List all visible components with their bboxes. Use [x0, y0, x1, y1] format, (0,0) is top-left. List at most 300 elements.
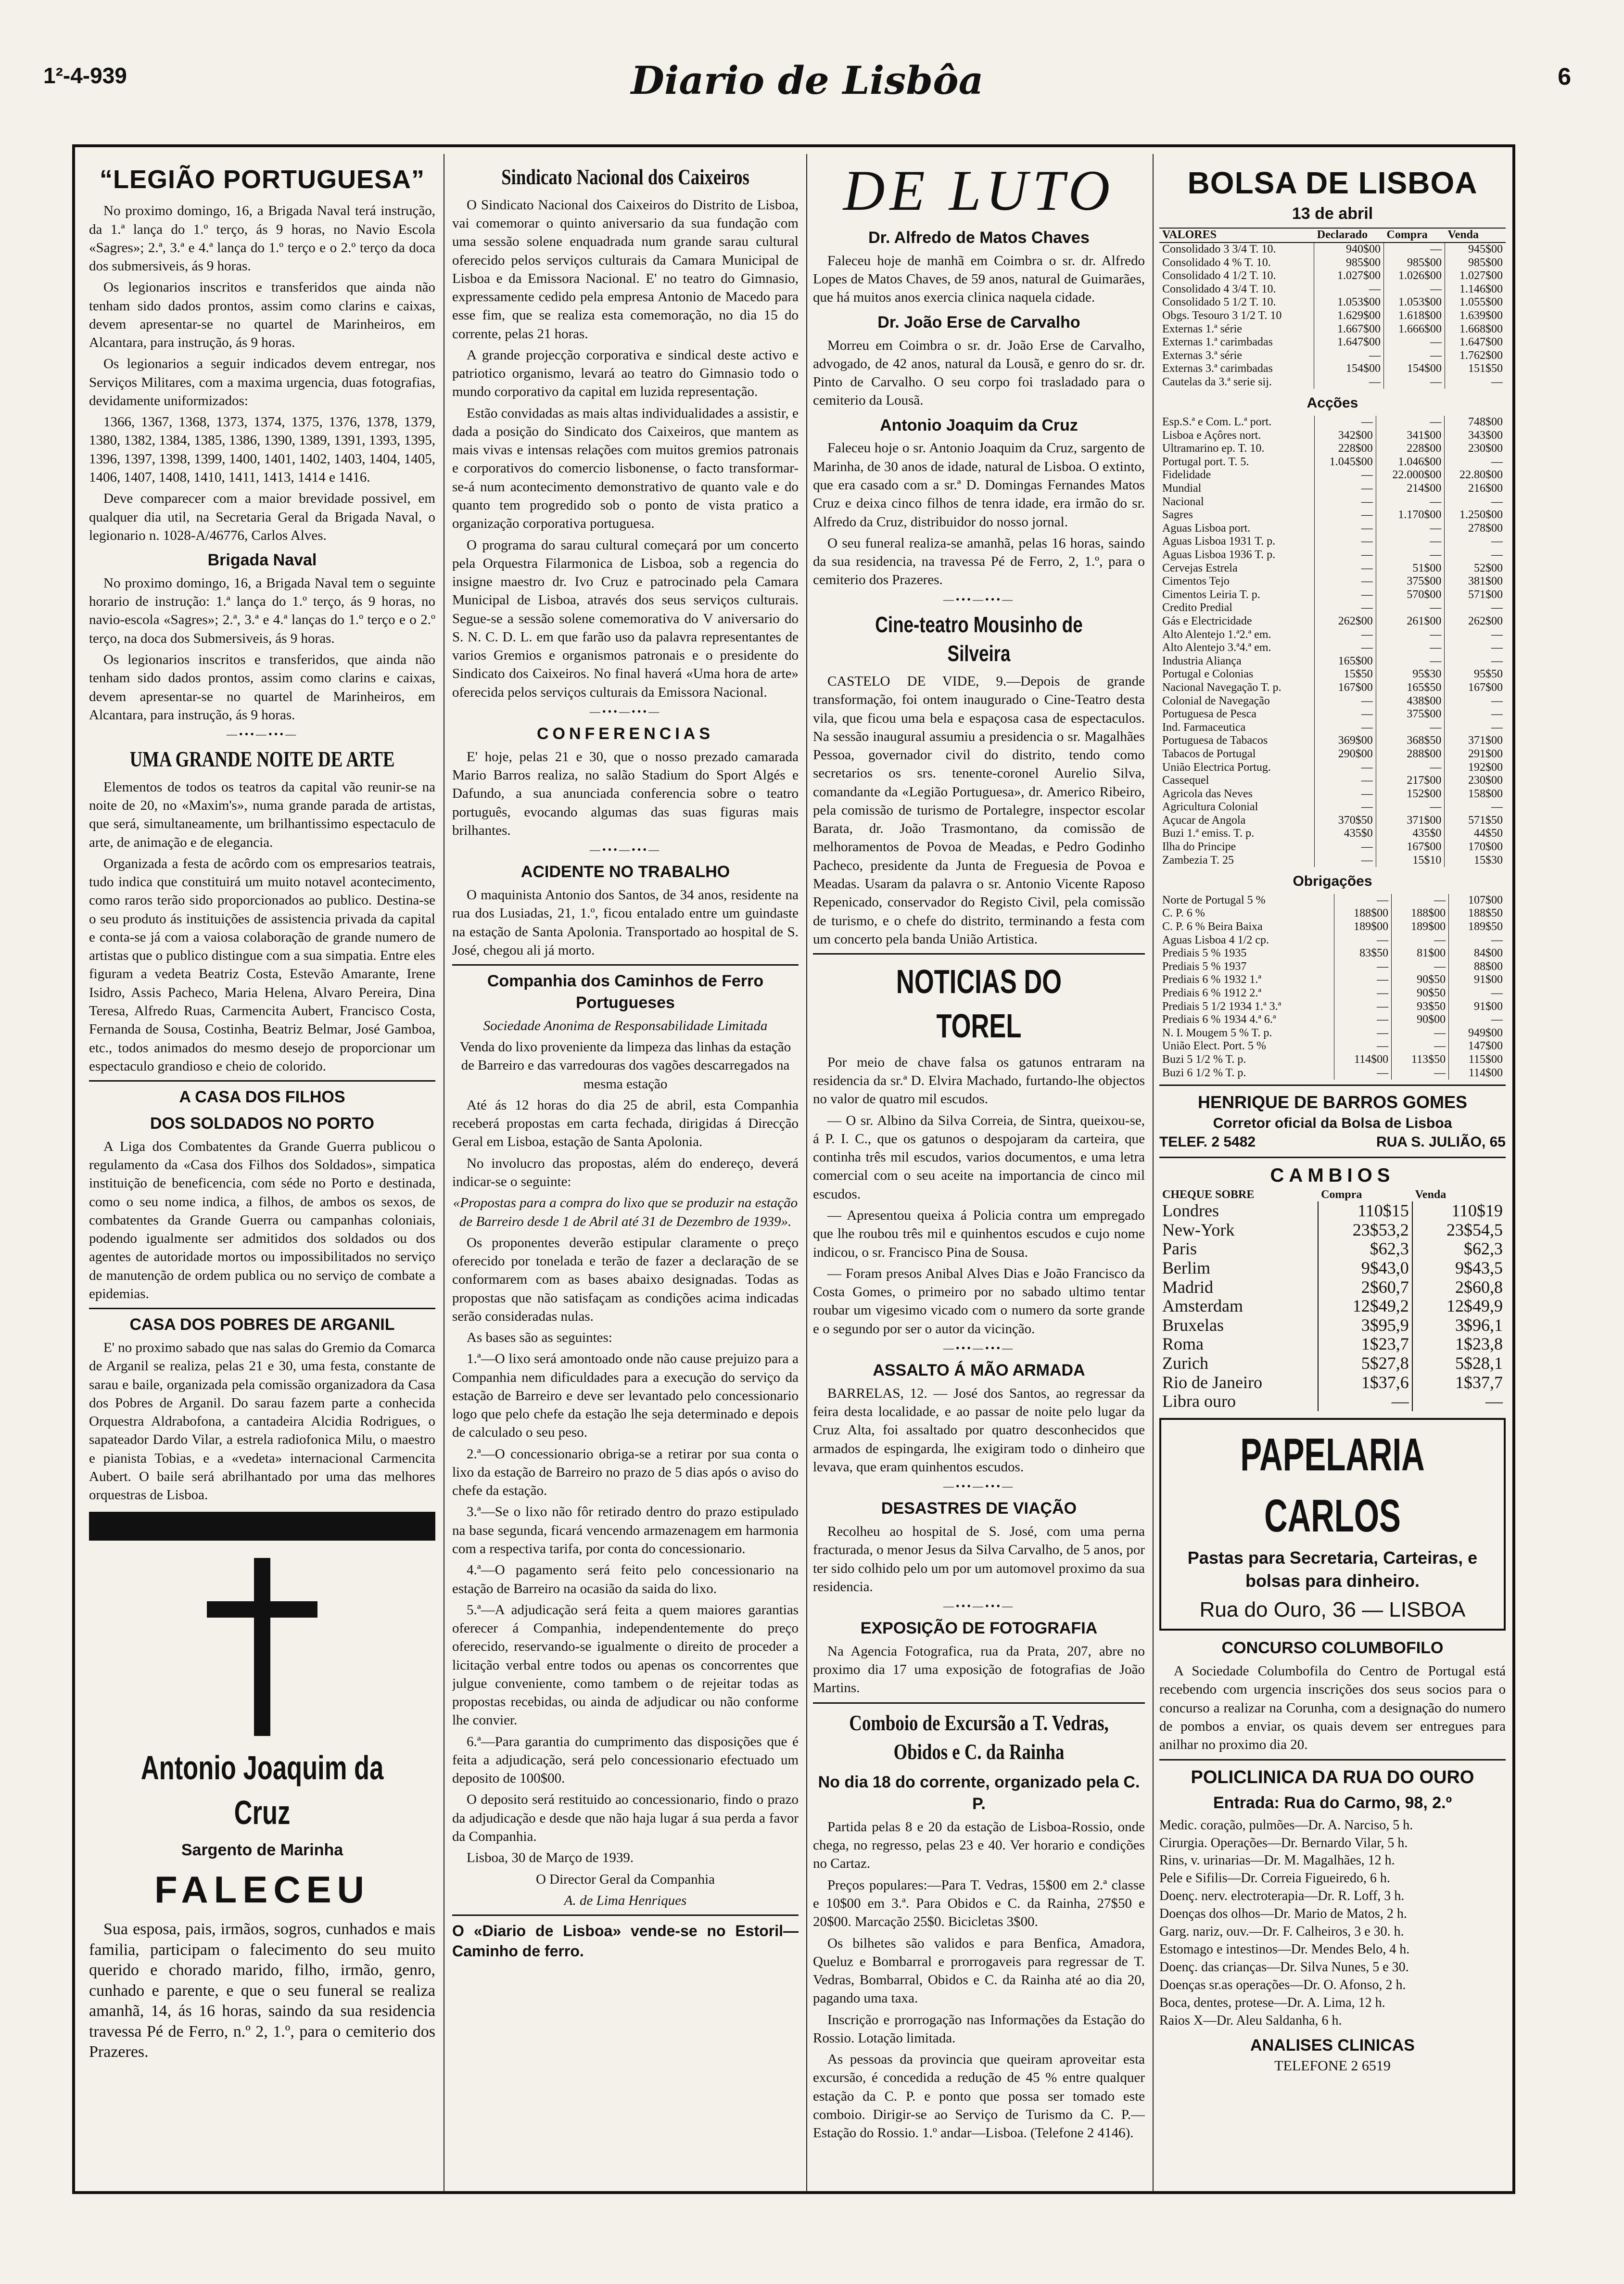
row-value: 3$95,9: [1318, 1316, 1412, 1335]
column-2: [452, 159, 799, 2173]
table-row: [1159, 429, 1506, 443]
noite-paragraph: Elementos de todos os teatros da capital vão reunir-se na noite de 20, no «Maxim's», numa grande parada de artistas, que será, simultaneamente, um brilhantissimo espectaculo de arte, de animação e de elegancia.: [89, 779, 435, 850]
row-value: 90$50: [1392, 987, 1449, 1000]
row-value: 154$00: [1314, 362, 1384, 376]
comboio-paragraph: Inscrição e prorrogação nas Informações da Estação do Rossio. Lotação limitada.: [813, 2012, 1145, 2046]
row-value: 12$49,9: [1412, 1297, 1506, 1316]
row-value: 748$00: [1445, 416, 1506, 429]
corretor-morada: RUA S. JULIÃO, 65: [1376, 1134, 1506, 1150]
row-value: —: [1376, 496, 1445, 509]
separator: —•••—•••—: [589, 843, 661, 856]
row-value: 23$53,2: [1318, 1221, 1412, 1240]
newspaper-title: Diario de Lisbôa: [631, 58, 984, 103]
row-value: —: [1315, 562, 1376, 575]
policlinica-line: Doenç. das crianças—Dr. Silva Nunes, 5 e 30.: [1159, 1960, 1409, 1975]
row-label: Libra ouro: [1162, 1391, 1236, 1411]
separator: —•••—•••—: [943, 1341, 1015, 1354]
row-value: $62,3: [1412, 1239, 1506, 1259]
row-value: 154$00: [1383, 362, 1445, 376]
row-label: Cautelas da 3.ª serie sij.: [1162, 375, 1272, 388]
row-value: —: [1376, 761, 1445, 775]
row-value: —: [1392, 960, 1449, 974]
row-label: Agricultura Colonial: [1162, 801, 1258, 814]
casa-headline: DOS SOLDADOS NO PORTO: [150, 1114, 374, 1133]
table-row: [1159, 1373, 1506, 1392]
row-value: —: [1315, 841, 1376, 854]
row-value: 1.639$00: [1445, 309, 1506, 323]
row-value: 1.618$00: [1383, 309, 1445, 323]
row-value: 1.668$00: [1445, 323, 1506, 336]
noite-headline: UMA GRANDE NOITE DE ARTE: [129, 747, 395, 772]
row-value: 22.80$00: [1445, 469, 1506, 482]
row-value: —: [1315, 416, 1376, 429]
row-label: Aguas Lisboa 1936 T. p.: [1162, 549, 1276, 561]
acoes-heading: Acções: [1307, 395, 1358, 411]
row-value: —: [1392, 1067, 1449, 1080]
legiao-headline: “LEGIÃO PORTUGUESA”: [99, 165, 425, 194]
row-label: Industria Aliança: [1162, 654, 1242, 667]
table-row: [1159, 814, 1506, 828]
row-label: C. P. 6 % Beira Baixa: [1162, 920, 1263, 933]
row-label: Prediais 6 % 1934 4.ª 6.ª: [1162, 1013, 1276, 1026]
brigada-headline: Brigada Naval: [207, 551, 317, 570]
row-value: 1.045$00: [1315, 456, 1376, 469]
footer-note: O «Diario de Lisboa» vende-se no Estoril—Caminho de ferro.: [452, 1922, 799, 1960]
table-row: [1159, 416, 1506, 429]
row-value: 51$00: [1376, 562, 1445, 575]
table-row: [1159, 721, 1506, 735]
policlinica-line: Rins, v. urinarias—Dr. M. Magalhães, 12 h.: [1159, 1853, 1395, 1868]
row-value: 1.250$00: [1445, 509, 1506, 522]
torel-paragraph: — Apresentou queixa á Policia contra um empregado que lhe roubou três mil e quinhentos escudos e cujo nome indicou, o sr. Francisco Pina de Sousa.: [813, 1207, 1145, 1260]
row-value: 189$00: [1392, 920, 1449, 934]
row-value: 262$00: [1445, 615, 1506, 628]
column-header: Compra: [1383, 228, 1445, 242]
row-value: —: [1445, 456, 1506, 469]
row-value: —: [1376, 601, 1445, 615]
row-value: 1.647$00: [1314, 336, 1384, 349]
legiao-paragraph: Os legionarios inscritos e transferidos que ainda não tenham sido dados prontos, assim como clarins e caixas, devem apresentar-se no quartel de Marinheiros, em Alcantara, para instrução, ás 9 horas.: [89, 280, 435, 351]
assalto-paragraph: BARRELAS, 12. — José dos Santos, ao regressar da feira desta localidade, e ao passar de noite pelo lugar da Cruz Alta, foi assaltado por quatro desconhecidos que armados de espingarda, lhe exigiram todo o dinheiro que levava, que eram quinhentos escudos.: [813, 1385, 1145, 1475]
cp-paragraph: «Propostas para a compra do lixo que se produzir na estação de Barreiro desde 1 de Abril até 31 de Dezembro de 1939».: [453, 1195, 798, 1229]
row-value: —: [1445, 535, 1506, 549]
pobres-headline: CASA DOS POBRES DE ARGANIL: [129, 1315, 395, 1334]
row-value: 1.053$00: [1383, 296, 1445, 309]
row-value: $62,3: [1318, 1239, 1412, 1259]
row-value: 949$00: [1449, 1027, 1506, 1040]
obituary-text: Sua esposa, pais, irmãos, sogros, cunhados e mais familia, participam o falecimento do seu muito querido e chorado marido, filho, irmão, genro, cunhado e parente, e que o seu funeral se realiza amanhã, 14, ás 16 horas, saindo da sua residencia travessa Pé de Ferro, n.º 2, 1.º, para o cemiterio dos Prazeres.: [89, 1920, 435, 2061]
table-row: [1159, 269, 1506, 283]
divider: [89, 1080, 435, 1082]
row-value: 375$00: [1376, 575, 1445, 588]
luto-paragraph: Morreu em Coimbra o sr. dr. João Erse de Carvalho, advogado, de 42 anos, natural da Lousã, e genro do sr. dr. Pinto de Carvalho. O seu corpo foi trasladado para o cemiterio da Lousã.: [813, 337, 1145, 408]
row-label: Buzi 1.ª emiss. T. p.: [1162, 827, 1255, 840]
row-label: Consolidado 4 % T. 10.: [1162, 256, 1271, 269]
row-value: 940$00: [1314, 242, 1384, 256]
table-row: [1159, 549, 1506, 562]
row-value: —: [1376, 522, 1445, 536]
row-value: —: [1376, 416, 1445, 429]
table-row: [1159, 1392, 1506, 1411]
papelaria-address: Rua do Ouro, 36 — LISBOA: [1199, 1598, 1466, 1622]
papelaria-ad: [1159, 1418, 1506, 1631]
comboio-subtitle: No dia 18 do corrente, organizado pela C. P.: [818, 1773, 1140, 1813]
row-value: 985$00: [1445, 256, 1506, 270]
column-header: Compra: [1321, 1188, 1362, 1201]
divider: [1159, 1157, 1506, 1158]
row-value: 1.170$00: [1376, 509, 1445, 522]
row-label: Buzi 5 1/2 % T. p.: [1162, 1053, 1246, 1066]
row-value: 371$00: [1445, 734, 1506, 748]
row-value: 81$00: [1392, 947, 1449, 960]
row-value: —: [1315, 588, 1376, 602]
row-value: 1.667$00: [1314, 323, 1384, 336]
table-row: [1159, 469, 1506, 482]
row-value: —: [1315, 469, 1376, 482]
row-value: —: [1383, 283, 1445, 296]
table-row: [1159, 296, 1506, 309]
row-value: 985$00: [1383, 256, 1445, 270]
row-value: —: [1376, 535, 1445, 549]
policlinica-line: Doenç. nerv. electroterapia—Dr. R. Loff, 3 h.: [1159, 1888, 1405, 1904]
table-row: [1159, 1053, 1506, 1067]
row-label: N. I. Mougem 5 % T. p.: [1162, 1026, 1272, 1039]
row-label: Externas 1.ª série: [1162, 322, 1242, 335]
table-row: [1159, 1221, 1506, 1240]
sindicato-headline: Sindicato Nacional dos Caixeiros: [501, 165, 749, 189]
obituary-rank: Sargento de Marinha: [181, 1841, 343, 1860]
row-value: —: [1376, 721, 1445, 735]
sindicato-paragraph: A grande projecção corporativa e sindical deste activo e patriotico organismo, levará ao teatro do Gimnasio todo o mundo corporativo da capital em luzida representação.: [452, 347, 799, 400]
table-row: [1159, 1354, 1506, 1373]
row-value: —: [1445, 695, 1506, 708]
row-value: 435$0: [1315, 827, 1376, 841]
corretor-role: Corretor oficial da Bolsa de Lisboa: [1213, 1115, 1452, 1131]
table-row: [1159, 841, 1506, 854]
policlinica-headline: POLICLINICA DA RUA DO OURO: [1191, 1767, 1474, 1787]
separator: —•••—•••—: [943, 593, 1015, 605]
row-value: 1.666$00: [1383, 323, 1445, 336]
row-value: 15$50: [1315, 668, 1376, 681]
row-value: 230$00: [1445, 774, 1506, 788]
row-value: —: [1318, 1392, 1412, 1411]
row-label: Rio de Janeiro: [1162, 1372, 1262, 1392]
row-value: 9$43,0: [1318, 1259, 1412, 1278]
cp-paragraph: Os proponentes deverão estipular claramente o preço oferecido por tonelada e terão de fazer a declaração de se conformarem com as bases abaixo designadas. Todas as propostas que não satisfaçam as condições acima indicadas serão consideradas nulas.: [452, 1235, 799, 1324]
row-value: 1$37,6: [1318, 1373, 1412, 1392]
noite-paragraph: Organizada a festa de acôrdo com os empresarios teatrais, tudo indica que constituirá um muito notavel acontecimento, como raros terão sido proporcionados ao publico. Destina-se o seu produto ás instituições de assistencia privada da capital e conta-se já com a vaiosa colaboração de grande numero de artistas que o publico distingue com a sua simpatia. Entre eles figuram a vedeta Beatriz Costa, Estevão Amarante, Irene Isidro, Assis Pacheco, Maria Helena, Alvaro Pereira, Dina Teresa, Alfredo Ruas, Carmencita Aubert, Francisco Costa, Fernanda de Sousa, Costinha, Beatriz Belmar, José Gamboa, etc., todos animados do mesmo desejo de proporcionar um espectaculo grandioso e cheio de colorido.: [89, 855, 435, 1074]
cp-paragraph: 5.ª—A adjudicação será feita a quem maiores garantias oferecer á Companhia, independentemente do preço oferecido, reservando-se igualmente o direito de proceder a licitação verbal entre todos ou apenas os concorrentes que julgue conveniente, como tambem o de rejeitar todas as propostas recebidas, ou ainda de adjudicar ou não conforme lhe convier.: [452, 1602, 799, 1728]
column-header: VALORES: [1159, 228, 1314, 242]
divider: [1159, 1759, 1506, 1761]
obituary-name: Antonio Joaquim da Cruz: [140, 1749, 384, 1831]
row-value: 1.762$00: [1445, 349, 1506, 363]
cp-signature: A. de Lima Henriques: [564, 1892, 687, 1908]
row-value: 115$00: [1449, 1053, 1506, 1067]
row-label: Gás e Electricidade: [1162, 614, 1252, 627]
header-date: 1²-4-939: [43, 63, 127, 88]
table-row: [1159, 601, 1506, 615]
row-label: Paris: [1162, 1239, 1197, 1259]
row-label: Esp.S.ª e Com. L.ª port.: [1162, 416, 1272, 429]
bolsa-date: 13 de abril: [1292, 204, 1373, 223]
policlinica-subtitle: Entrada: Rua do Carmo, 98, 2.º: [1213, 1793, 1452, 1812]
concurso-paragraph: A Sociedade Columbofila do Centro de Portugal está recebendo com urgencia inscrições dos seus socios para o concurso a realizar na Corunha, com a designação do numero de pombos a enviar, os quais devem ser entregues para anilhar no proximo dia 20.: [1159, 1663, 1506, 1753]
row-label: Londres: [1162, 1201, 1219, 1221]
row-label: Agricola das Neves: [1162, 787, 1253, 800]
conferencias-headline: CONFERENCIAS: [536, 724, 714, 743]
row-label: Nacional Navegação T. p.: [1162, 681, 1281, 694]
row-label: Cassequel: [1162, 774, 1209, 787]
row-value: 228$00: [1376, 442, 1445, 456]
row-label: Alto Alentejo 1.ª2.ª em.: [1162, 628, 1271, 641]
row-value: —: [1315, 788, 1376, 801]
policlinica-line: Estomago e intestinos—Dr. Mendes Belo, 4 h.: [1159, 1942, 1410, 1957]
table-row: [1159, 1013, 1506, 1027]
row-value: 381$00: [1445, 575, 1506, 588]
row-value: —: [1383, 242, 1445, 256]
row-value: 91$00: [1449, 1000, 1506, 1014]
row-value: 151$50: [1445, 362, 1506, 376]
table-row: [1159, 920, 1506, 934]
row-value: —: [1383, 336, 1445, 349]
luto-paragraph: O seu funeral realiza-se amanhã, pelas 16 horas, saindo da sua residencia, na travessa Pé de Ferro, 2, 1.º, para o cemiterio dos Prazeres.: [813, 535, 1145, 588]
row-value: —: [1315, 854, 1376, 868]
row-value: 1.046$00: [1376, 456, 1445, 469]
row-value: —: [1392, 934, 1449, 947]
column-header: CHEQUE SOBRE: [1162, 1188, 1255, 1201]
row-value: —: [1449, 934, 1506, 947]
row-value: —: [1376, 641, 1445, 655]
row-value: 44$50: [1445, 827, 1506, 841]
cp-paragraph: 3.ª—Se o lixo não fôr retirado dentro do prazo estipulado na base segunda, ficará vencendo armazenagem em harmonia com a respectiva tarifa, por conta do concessionario.: [452, 1504, 799, 1557]
row-value: —: [1315, 708, 1376, 721]
torel-paragraph: Por meio de chave falsa os gatunos entraram na residencia da sr.ª D. Elvira Machado, furtando-lhe objectos no valor de quatro mil escudos.: [813, 1054, 1145, 1107]
papelaria-title: PAPELARIA CARLOS: [1240, 1429, 1425, 1542]
table-row: [1159, 947, 1506, 960]
row-value: 1$23,8: [1412, 1335, 1506, 1354]
row-label: Prediais 5 % 1935: [1162, 947, 1247, 960]
row-value: —: [1315, 522, 1376, 536]
row-label: Aguas Lisboa 4 1/2 cp.: [1162, 933, 1269, 946]
row-value: 214$00: [1376, 482, 1445, 496]
table-row: [1159, 309, 1506, 323]
row-value: 107$00: [1449, 894, 1506, 907]
row-label: Nacional: [1162, 495, 1204, 508]
row-value: —: [1445, 708, 1506, 721]
row-label: Berlim: [1162, 1258, 1210, 1278]
torel-headline: NOTICIAS DO TOREL: [896, 963, 1062, 1045]
table-row: [1159, 801, 1506, 814]
row-value: 167$00: [1445, 681, 1506, 695]
row-label: New-York: [1162, 1220, 1235, 1239]
row-value: 1.629$00: [1314, 309, 1384, 323]
table-row: [1159, 1239, 1506, 1259]
row-value: 435$0: [1376, 827, 1445, 841]
table-row: [1159, 442, 1506, 456]
row-value: —: [1383, 376, 1445, 389]
row-value: —: [1376, 655, 1445, 668]
row-value: 438$00: [1376, 695, 1445, 708]
casa-headline: A CASA DOS FILHOS: [179, 1088, 345, 1107]
row-label: Prediais 6 % 1912 2.ª: [1162, 987, 1261, 999]
brigada-paragraph: No proximo domingo, 16, a Brigada Naval tem o seguinte horario de instrução: 1.ª lança do 1.º terço, ás 9 horas, no navio-escola «Sagres»; 2.ª, 3.ª e 4.ª lanças do 1.º terço e o 2.º terço, na doca dos Submersiveis, ás 9 horas.: [89, 575, 435, 646]
row-value: 188$00: [1334, 907, 1392, 920]
row-label: Colonial de Navegação: [1162, 694, 1270, 707]
row-value: —: [1376, 549, 1445, 562]
row-value: 15$10: [1376, 854, 1445, 868]
row-label: Cervejas Estrela: [1162, 561, 1238, 574]
separator: —•••—•••—: [589, 705, 661, 717]
divider: [1159, 1085, 1506, 1086]
row-value: 52$00: [1445, 562, 1506, 575]
row-value: 230$00: [1445, 442, 1506, 456]
row-value: 1.053$00: [1314, 296, 1384, 309]
acidente-headline: ACIDENTE NO TRABALHO: [520, 863, 730, 881]
row-label: Cimentos Tejo: [1162, 575, 1230, 588]
divider: [452, 1914, 799, 1916]
row-label: União Electrica Portug.: [1162, 761, 1271, 774]
black-bar: [89, 1512, 435, 1541]
row-value: —: [1314, 283, 1384, 296]
page-header: [43, 58, 1571, 101]
row-value: 291$00: [1445, 748, 1506, 761]
row-value: —: [1445, 496, 1506, 509]
table-row: [1159, 1316, 1506, 1335]
row-label: Portuguesa de Tabacos: [1162, 734, 1268, 747]
luto-subheading: Antonio Joaquim da Cruz: [880, 416, 1078, 434]
column-1: [89, 159, 435, 2173]
table-row: [1159, 774, 1506, 788]
analises-telefone: TELEFONE 2 6519: [1274, 2057, 1391, 2074]
table-row: [1159, 695, 1506, 708]
comboio-paragraph: Os bilhetes são validos e para Benfica, Amadora, Queluz e Bombarral e prorrogaveis para regressar de T. Vedras, Bombarral, Obidos e C. da Rainha até ao dia 20, pagando uma taxa.: [813, 1935, 1145, 2006]
divider: [813, 1702, 1145, 1704]
row-value: —: [1315, 509, 1376, 522]
row-value: 1.026$00: [1383, 269, 1445, 283]
row-value: 985$00: [1314, 256, 1384, 270]
luto-headline: DE LUTO: [843, 159, 1115, 222]
desastres-paragraph: Recolheu ao hospital de S. José, com uma perna fracturada, o menor Jesus da Silva Carvalho, de 5 anos, por ter sido colhido pelo um por um automovel proximo da sua residencia.: [813, 1523, 1145, 1595]
row-value: —: [1334, 987, 1392, 1000]
column-divider: [1153, 154, 1154, 2193]
row-value: 90$00: [1392, 1013, 1449, 1027]
cine-headline: Cine-teatro Mousinho de Silveira: [875, 612, 1083, 666]
table-row: [1159, 854, 1506, 868]
row-value: —: [1315, 695, 1376, 708]
table-row: [1159, 894, 1506, 907]
table-row: [1159, 1000, 1506, 1014]
table-row: [1159, 362, 1506, 376]
row-value: 88$00: [1449, 960, 1506, 974]
table-row: [1159, 496, 1506, 509]
row-value: 12$49,2: [1318, 1297, 1412, 1316]
row-value: 370$50: [1315, 814, 1376, 828]
row-value: 368$50: [1376, 734, 1445, 748]
sindicato-paragraph: O Sindicato Nacional dos Caixeiros do Distrito de Lisboa, vai comemorar o quinto aniversario da sua fundação com uma sessão solene enquadrada num grande sarau cultural oferecido pelos serviços culturais da Camara Municipal de Lisboa e da Emissora Nacional. E' no teatro do Gimnasio, expressamente cedido pela empresa Antonio de Macedo para esse fim, que se realiza esta comemoração, no dia 15 do corrente, pelas 21 horas.: [452, 197, 799, 342]
row-value: —: [1445, 721, 1506, 735]
concurso-headline: CONCURSO COLUMBOFILO: [1221, 1639, 1444, 1658]
row-value: 945$00: [1445, 242, 1506, 256]
torel-paragraph: — Foram presos Anibal Alves Dias e João Francisco da Costa Gomes, o primeiro por no sabado ultimo tentar roubar um vigesimo vicado com o numero da sorte grande e o segundo por ser o autor da vicinção.: [813, 1265, 1145, 1337]
row-value: —: [1315, 801, 1376, 814]
row-label: Consolidado 4 1/2 T. 10.: [1162, 269, 1276, 282]
row-value: —: [1315, 575, 1376, 588]
divider: [813, 953, 1145, 955]
row-value: 91$00: [1449, 973, 1506, 987]
table-row: [1159, 655, 1506, 668]
row-value: —: [1314, 349, 1384, 363]
pobres-paragraph: E' no proximo sabado que nas salas do Gremio da Comarca de Arganil se realiza, pelas 21 e 30, uma festa, constante de sarau e baile, organizada pela comissão organizadora da Casa dos Pobres de Arganil. Do sarau fazem parte a conhecida Orquestra Aldrabofona, a cantadeira Alcidia Rodrigues, o sapateador Dardo Vilar, a estrela radiofonica Milu, o maestro e pianista Tobias, e a «vedeta» internacional Carmencita Aubert. O baile será abrilhantado por uma das melhores orquestras de Lisboa.: [89, 1340, 435, 1503]
column-3: [813, 159, 1145, 2173]
row-value: —: [1392, 1040, 1449, 1053]
row-label: Cimentos Leiria T. p.: [1162, 588, 1260, 601]
row-value: 288$00: [1376, 748, 1445, 761]
table-row: [1159, 588, 1506, 602]
row-value: —: [1334, 934, 1392, 947]
table-row: [1159, 987, 1506, 1000]
separator: —•••—•••—: [226, 728, 298, 740]
row-value: 189$50: [1449, 920, 1506, 934]
row-value: —: [1315, 549, 1376, 562]
row-value: 152$00: [1376, 788, 1445, 801]
row-value: 1.647$00: [1445, 336, 1506, 349]
separator: —•••—•••—: [943, 1480, 1015, 1493]
row-label: Ind. Farmaceutica: [1162, 721, 1246, 734]
row-label: Buzi 6 1/2 % T. p.: [1162, 1066, 1246, 1079]
cp-date: Lisboa, 30 de Março de 1939.: [467, 1850, 634, 1866]
row-value: —: [1445, 376, 1506, 389]
row-label: Açucar de Angola: [1162, 814, 1246, 827]
table-row: [1159, 960, 1506, 974]
comboio-headline: Comboio de Excursão a T. Vedras,: [849, 1710, 1109, 1735]
table-row: [1159, 376, 1506, 389]
row-value: —: [1334, 894, 1392, 907]
row-label: Credito Predial: [1162, 601, 1232, 614]
row-value: 113$50: [1392, 1053, 1449, 1067]
policlinica-line: Pele e Sifilis—Dr. Correia Figueiredo, 6 h.: [1159, 1871, 1390, 1886]
luto-subheading: Dr. João Erse de Carvalho: [877, 313, 1080, 332]
row-value: —: [1376, 628, 1445, 642]
table-row: [1159, 1335, 1506, 1354]
row-value: —: [1449, 1013, 1506, 1027]
row-value: —: [1334, 1013, 1392, 1027]
cp-headline: Companhia dos Caminhos de Ferro Portugueses: [487, 972, 764, 1012]
row-value: 290$00: [1315, 748, 1376, 761]
column-divider: [806, 154, 807, 2193]
row-value: 90$50: [1392, 973, 1449, 987]
row-value: —: [1315, 628, 1376, 642]
cp-paragraph: 2.ª—O concessionario obriga-se a retirar por sua conta o lixo da estação de Barreiro no prazo de 5 dias após o aviso do chefe da estação.: [452, 1446, 799, 1499]
row-value: —: [1315, 774, 1376, 788]
papelaria-subtitle: Pastas para Secretaria, Carteiras, e bolsas para dinheiro.: [1187, 1548, 1478, 1591]
row-value: 1.027$00: [1445, 269, 1506, 283]
luto-paragraph: Faleceu hoje de manhã em Coimbra o sr. dr. Alfredo Lopes de Matos Chaves, de 59 anos, natural de Guimarães, que há muitos anos exercia clinica naquela cidade.: [813, 253, 1145, 306]
row-label: Ilha do Principe: [1162, 841, 1236, 854]
table-row: [1159, 283, 1506, 296]
row-label: Bruxelas: [1162, 1315, 1224, 1335]
table-row: [1159, 522, 1506, 536]
torel-paragraph: — O sr. Albino da Silva Correia, de Sintra, queixou-se, á P. I. C., que os gatunos o despojaram da carteira, que continha três mil escudos, varios documentos, e uma letra comercial com o seu aceite na importancia de cinco mil escudos.: [813, 1112, 1145, 1202]
row-value: 15$30: [1445, 854, 1506, 868]
row-label: União Elect. Port. 5 %: [1162, 1040, 1266, 1053]
row-value: —: [1315, 721, 1376, 735]
table-row: [1159, 641, 1506, 655]
row-label: Portugal port. T. 5.: [1162, 455, 1249, 468]
table-row: [1159, 575, 1506, 588]
table-row: [1159, 1027, 1506, 1040]
policlinica-line: Garg. nariz, ouv.—Dr. F. Calheiros, 3 e 30. h.: [1159, 1924, 1404, 1939]
